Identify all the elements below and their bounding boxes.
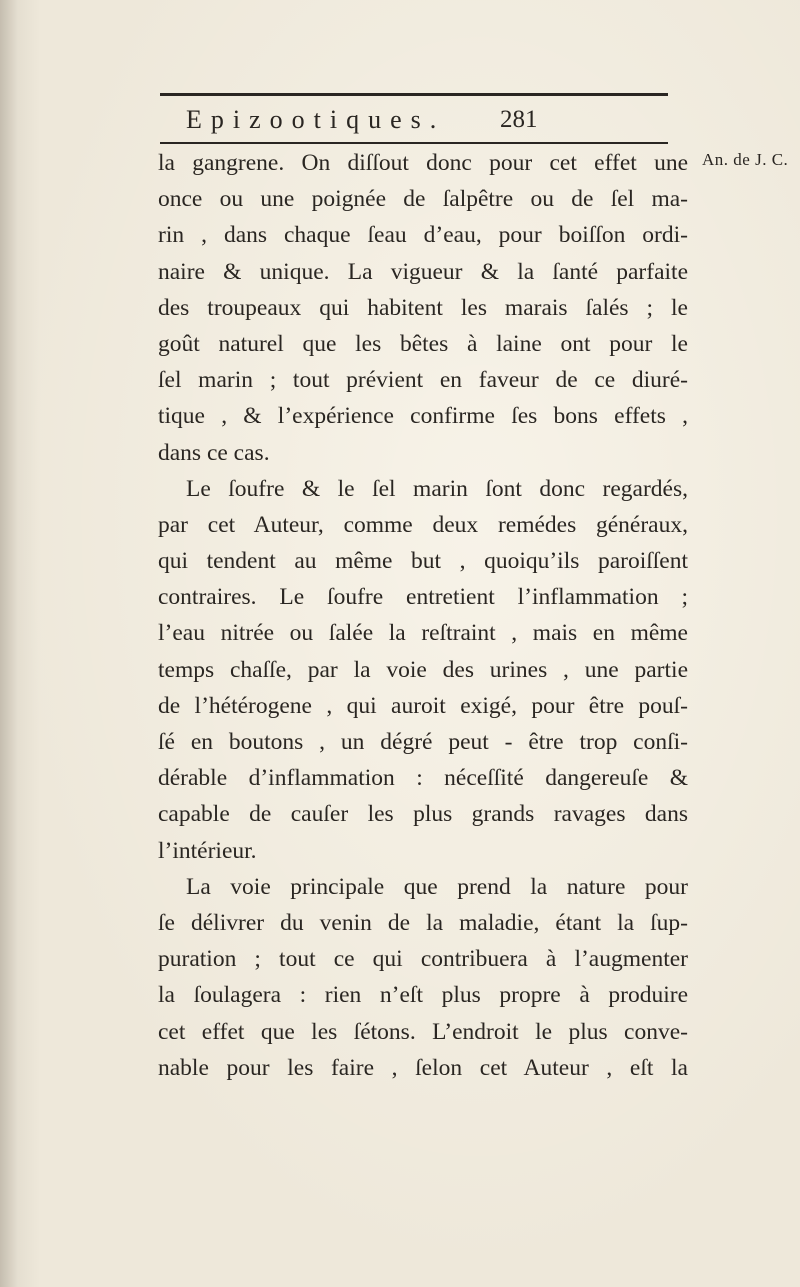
text-line: ſel marin ; tout prévient en faveur de ce diuré- — [158, 367, 688, 394]
text-line: capable de cauſer les plus grands ravages dans — [158, 801, 688, 828]
text-line: par cet Auteur, comme deux remédes généraux, — [158, 511, 688, 538]
binding-gutter-shadow — [0, 0, 40, 1287]
text-line: nable pour les faire , ſelon cet Auteur , eſt la — [158, 1054, 688, 1081]
text-line: l’intérieur. — [158, 837, 257, 864]
text-line: once ou une poignée de ſalpêtre ou de ſel ma- — [158, 186, 688, 213]
text-line: goût naturel que les bêtes à laine ont pour le — [158, 330, 688, 357]
text-line: des troupeaux qui habitent les marais ſalés ; le — [158, 294, 688, 321]
text-line: la gangrene. On diſſout donc pour cet effet une — [158, 150, 688, 176]
text-line: tique , & l’expérience confirme ſes bons effets , — [158, 403, 688, 430]
text-line: qui tendent au même but , quoiqu’ils paroiſſent — [158, 548, 688, 575]
text-line: dans ce cas. — [158, 439, 270, 466]
text-line: contraires. Le ſoufre entretient l’inflammation ; — [158, 584, 688, 611]
text-line: l’eau nitrée ou ſalée la reſtraint , mais en même — [158, 620, 688, 647]
text-line: ſé en boutons , un dégré peut - être trop conſi- — [158, 729, 688, 755]
text-line: naire & unique. La vigueur & la ſanté parfaite — [158, 258, 688, 285]
text-line: la ſoulagera : rien n’eſt plus propre à produire — [158, 982, 688, 1009]
text-line: puration ; tout ce qui contribuera à l’augmenter — [158, 946, 688, 973]
text-line: dérable d’inflammation : néceſſité dangereuſe & — [158, 765, 688, 792]
header-top-rule — [160, 93, 668, 96]
text-line: ſe délivrer du venin de la maladie, étant la ſup- — [158, 909, 688, 936]
text-line: rin , dans chaque ſeau d’eau, pour boiſſon ordi- — [158, 222, 688, 249]
margin-note: An. de J. C. — [702, 150, 789, 169]
text-line: Le ſoufre & le ſel marin ſont donc regardés, — [186, 475, 688, 502]
text-line: cet effet que les ſétons. L’endroit le plus conve- — [158, 1018, 688, 1045]
running-header — [170, 102, 640, 138]
page-number: 281 — [500, 106, 538, 133]
text-line: La voie principale que prend la nature pour — [186, 873, 688, 900]
header-bottom-rule — [160, 142, 668, 144]
text-line: de l’hétérogene , qui auroit exigé, pour être pouſ- — [158, 692, 688, 719]
body-text — [158, 145, 688, 1086]
running-title: Epizootiques. — [186, 105, 446, 134]
text-line: temps chaſſe, par la voie des urines , une partie — [158, 656, 688, 683]
